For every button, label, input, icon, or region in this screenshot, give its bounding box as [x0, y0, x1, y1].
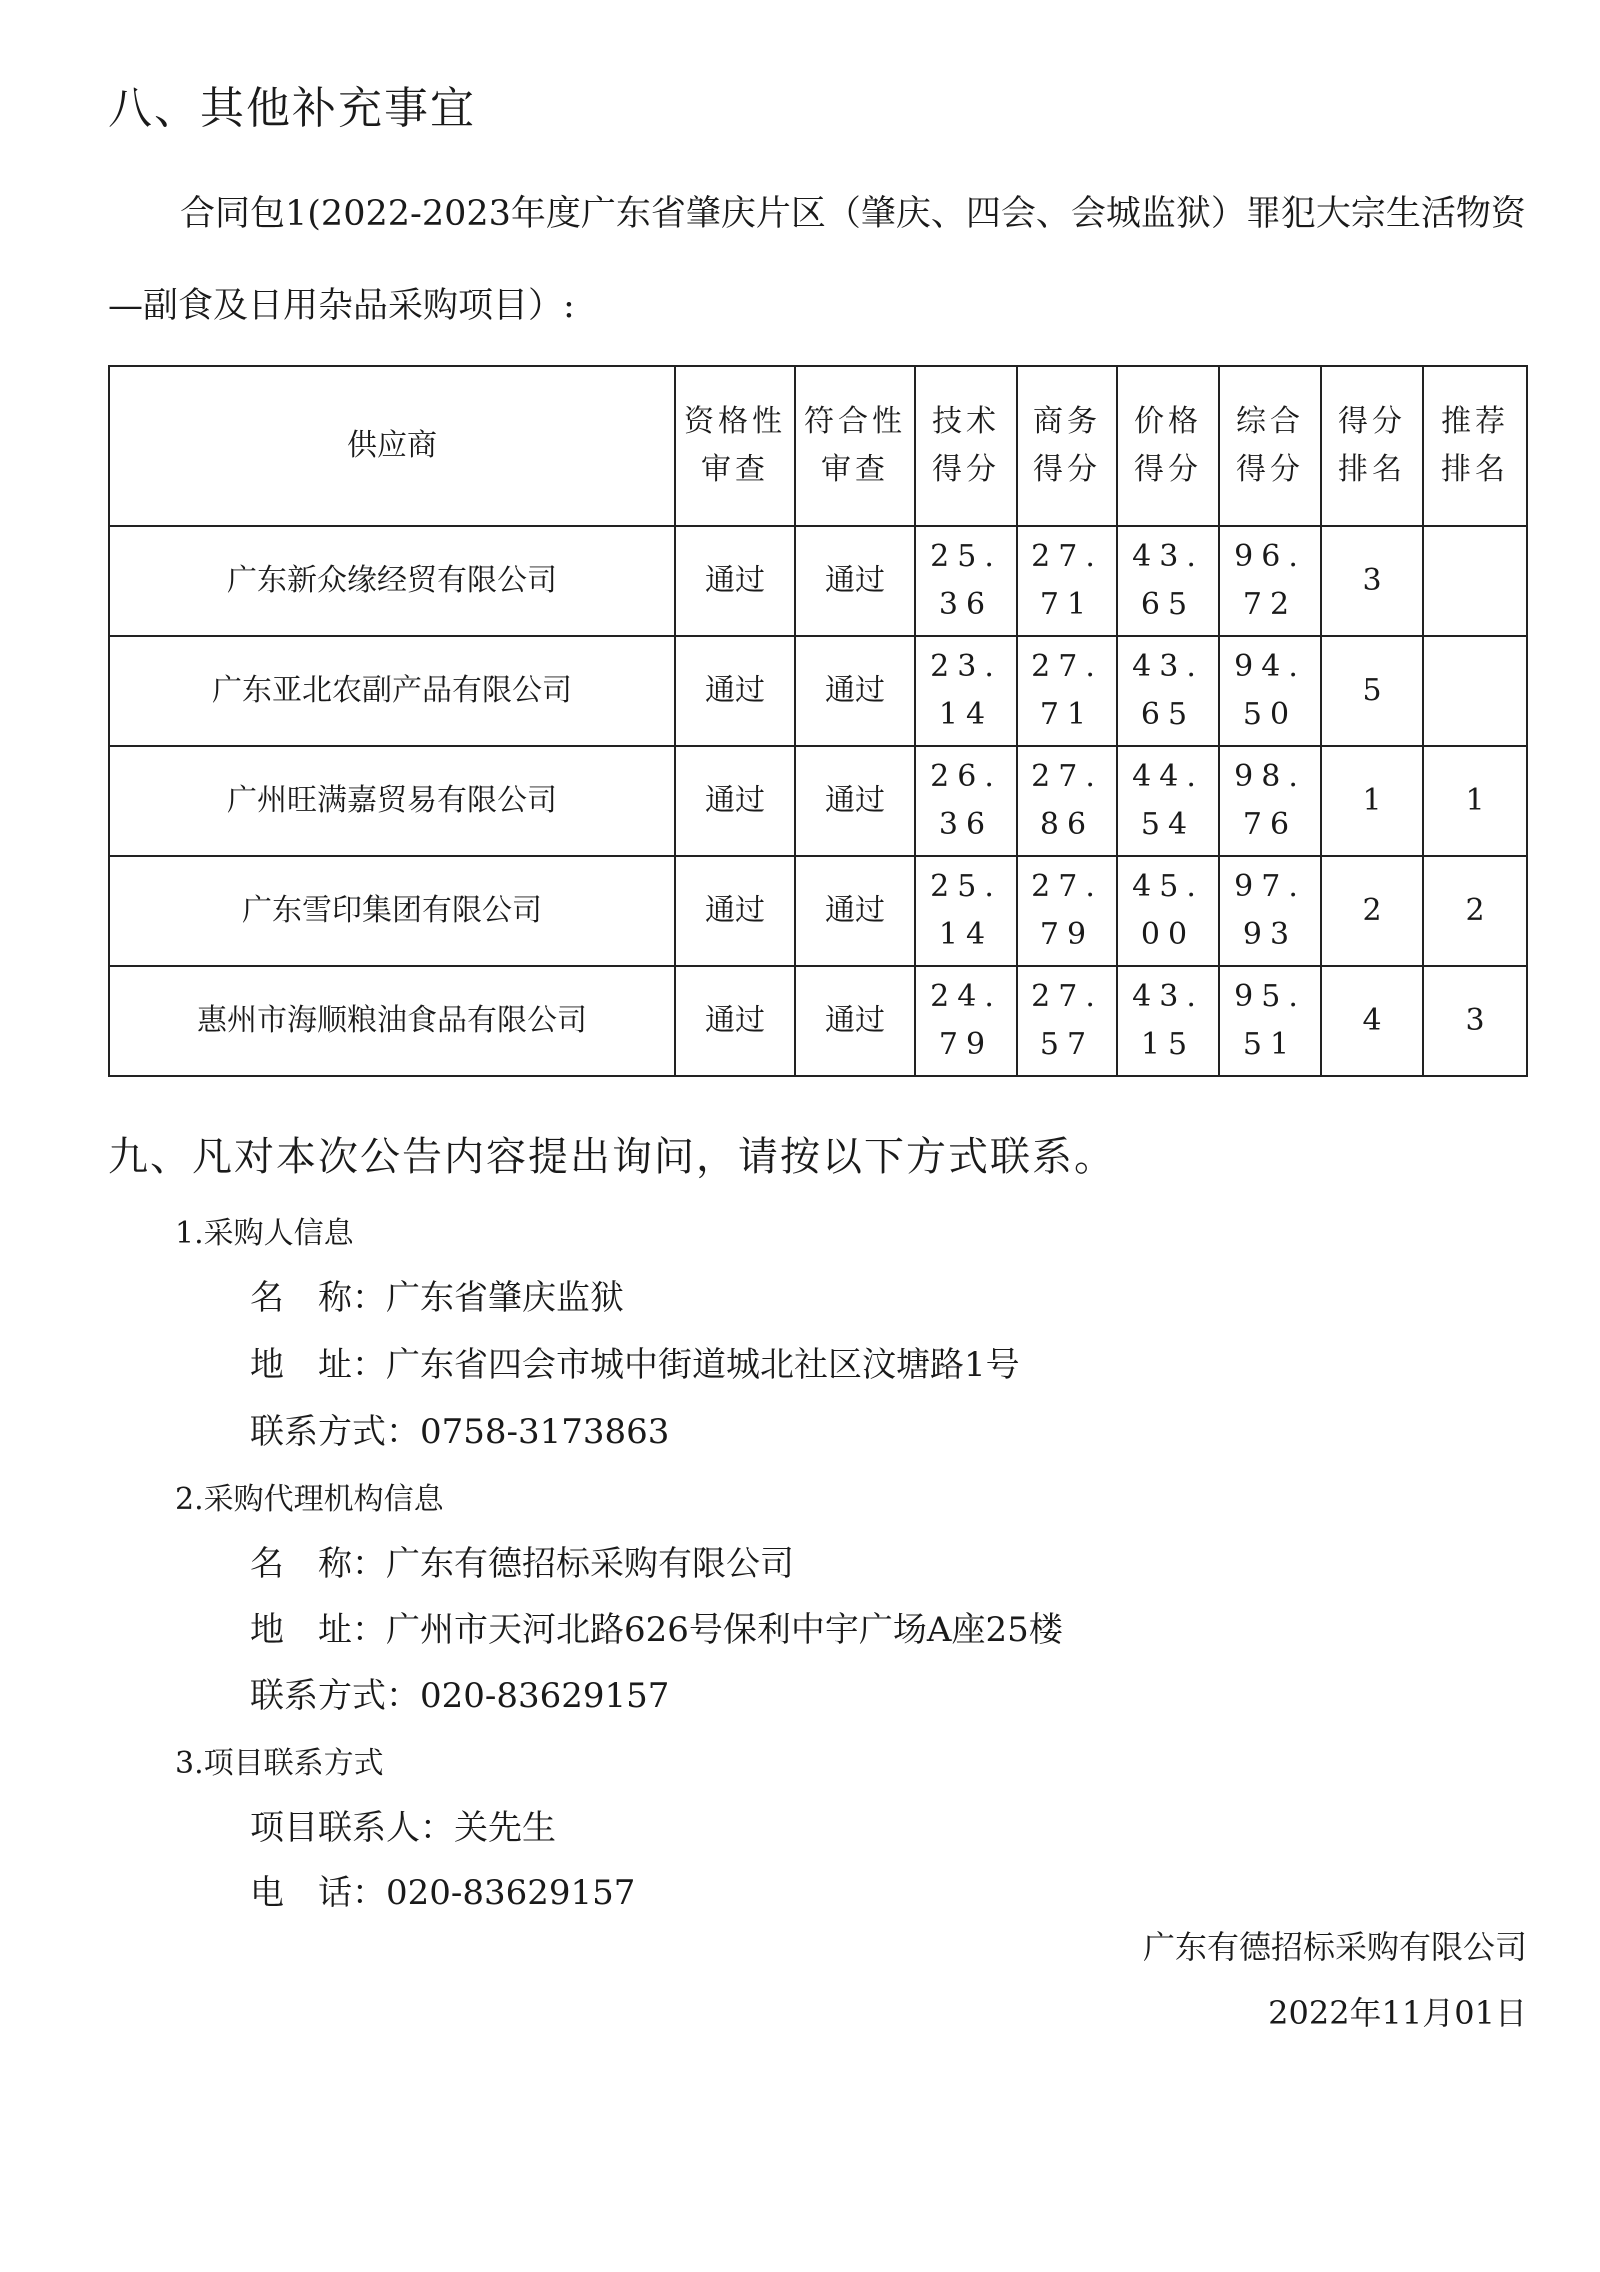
cell-technical: 23.14 [915, 636, 1017, 746]
header-qualification: 资格性审查 [675, 366, 795, 526]
cell-score-rank: 3 [1321, 526, 1423, 636]
project-contact-person: 项目联系人：关先生 [250, 1808, 556, 1848]
signature-company: 广东有德招标采购有限公司 [1142, 1928, 1527, 1966]
project-contact-title: 3.项目联系方式 [175, 1746, 384, 1781]
cell-supplier: 广东亚北农副产品有限公司 [109, 636, 675, 746]
header-technical: 技术得分 [915, 366, 1017, 526]
cell-qualification: 通过 [675, 966, 795, 1076]
cell-total: 94.50 [1219, 636, 1321, 746]
purchaser-contact: 联系方式：0758-3173863 [250, 1412, 670, 1452]
cell-recommend-rank: 1 [1423, 746, 1527, 856]
table-row [109, 746, 1527, 856]
table-row [109, 966, 1527, 1076]
cell-technical: 25.14 [915, 856, 1017, 966]
cell-total: 98.76 [1219, 746, 1321, 856]
agency-info-title: 2.采购代理机构信息 [175, 1482, 444, 1517]
cell-price: 45.00 [1117, 856, 1219, 966]
cell-qualification: 通过 [675, 746, 795, 856]
table-row [109, 636, 1527, 746]
table-row [109, 856, 1527, 966]
cell-compliance: 通过 [795, 746, 915, 856]
cell-total: 96.72 [1219, 526, 1321, 636]
cell-score-rank: 1 [1321, 746, 1423, 856]
project-contact-phone: 电 话：020-83629157 [250, 1873, 636, 1913]
cell-supplier: 广州旺满嘉贸易有限公司 [109, 746, 675, 856]
cell-total: 95.51 [1219, 966, 1321, 1076]
cell-score-rank: 4 [1321, 966, 1423, 1076]
header-score-rank: 得分排名 [1321, 366, 1423, 526]
agency-contact: 联系方式：020-83629157 [250, 1676, 670, 1716]
table-header-row [109, 366, 1527, 526]
cell-total: 97.93 [1219, 856, 1321, 966]
header-recommend-rank: 推荐排名 [1423, 366, 1527, 526]
score-table [108, 365, 1528, 1077]
cell-price: 43.15 [1117, 966, 1219, 1076]
cell-compliance: 通过 [795, 636, 915, 746]
table-row [109, 526, 1527, 636]
cell-recommend-rank [1423, 636, 1527, 746]
cell-business: 27.71 [1017, 636, 1117, 746]
cell-recommend-rank: 2 [1423, 856, 1527, 966]
agency-address: 地 址：广州市天河北路626号保利中宇广场A座25楼 [250, 1610, 1063, 1650]
cell-supplier: 广东雪印集团有限公司 [109, 856, 675, 966]
purchaser-name: 名 称：广东省肇庆监狱 [250, 1278, 624, 1318]
cell-score-rank: 5 [1321, 636, 1423, 746]
cell-price: 43.65 [1117, 526, 1219, 636]
purchaser-address: 地 址：广东省四会市城中街道城北社区汶塘路1号 [250, 1345, 1020, 1385]
header-price: 价格得分 [1117, 366, 1219, 526]
agency-name: 名 称：广东有德招标采购有限公司 [250, 1544, 794, 1584]
header-total: 综合得分 [1219, 366, 1321, 526]
purchaser-info-title: 1.采购人信息 [175, 1216, 354, 1251]
cell-qualification: 通过 [675, 526, 795, 636]
cell-price: 44.54 [1117, 746, 1219, 856]
cell-business: 27.86 [1017, 746, 1117, 856]
header-business: 商务得分 [1017, 366, 1117, 526]
cell-compliance: 通过 [795, 526, 915, 636]
cell-business: 27.71 [1017, 526, 1117, 636]
section-9-heading: 九、凡对本次公告内容提出询问，请按以下方式联系。 [108, 1134, 1116, 1180]
section-8-heading: 八、其他补充事宜 [108, 83, 476, 134]
cell-supplier: 广东新众缘经贸有限公司 [109, 526, 675, 636]
cell-recommend-rank [1423, 526, 1527, 636]
cell-technical: 25.36 [915, 526, 1017, 636]
cell-score-rank: 2 [1321, 856, 1423, 966]
cell-business: 27.79 [1017, 856, 1117, 966]
signature-date: 2022年11月01日 [1268, 1994, 1527, 2032]
header-compliance: 符合性审查 [795, 366, 915, 526]
cell-price: 43.65 [1117, 636, 1219, 746]
cell-compliance: 通过 [795, 856, 915, 966]
cell-business: 27.57 [1017, 966, 1117, 1076]
header-supplier: 供应商 [109, 366, 675, 526]
section-8-intro: 合同包1(2022-2023年度广东省肇庆片区（肇庆、四会、会城监狱）罪犯大宗生活物资—副食及日用杂品采购项目）: [108, 194, 1526, 326]
cell-qualification: 通过 [675, 636, 795, 746]
cell-technical: 24.79 [915, 966, 1017, 1076]
cell-qualification: 通过 [675, 856, 795, 966]
cell-compliance: 通过 [795, 966, 915, 1076]
cell-technical: 26.36 [915, 746, 1017, 856]
cell-supplier: 惠州市海顺粮油食品有限公司 [109, 966, 675, 1076]
cell-recommend-rank: 3 [1423, 966, 1527, 1076]
